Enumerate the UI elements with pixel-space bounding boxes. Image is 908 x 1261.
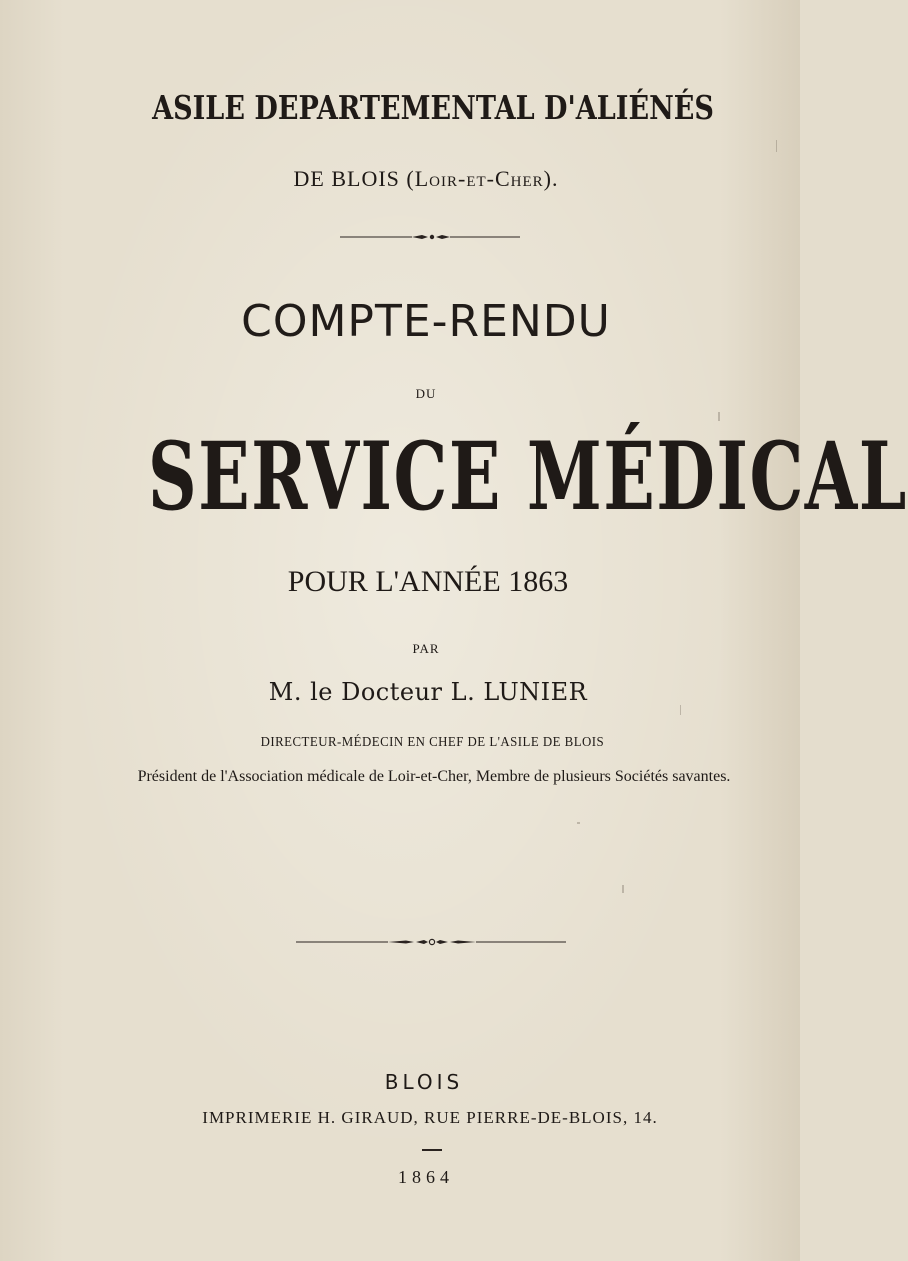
author-position: DIRECTEUR-MÉDECIN EN CHEF DE L'ASILE DE BLOIS	[260, 735, 605, 750]
institution-location	[26, 166, 826, 192]
institution-heading: ASILE DEPARTEMENTAL D'ALIÉNÉS	[152, 88, 714, 127]
report-title: COMPTE-RENDU	[241, 296, 611, 347]
publication-place: BLOIS	[384, 1070, 464, 1094]
separator-dash	[422, 1149, 442, 1151]
main-title: SERVICE MÉDICAL	[147, 422, 908, 532]
location-prefix: DE	[293, 166, 325, 191]
paper-speck	[577, 822, 580, 824]
paper-speck	[776, 140, 777, 152]
location-department: (Loir-et-Cher).	[406, 166, 559, 191]
paper-speck	[680, 705, 681, 715]
author-name: M. le Docteur L. LUNIER	[268, 678, 588, 706]
publication-year: 1864	[398, 1167, 454, 1187]
decorative-rule-top	[340, 232, 520, 242]
year-line: POUR L'ANNÉE 1863	[287, 565, 569, 598]
connector-du: DU	[415, 386, 437, 401]
author-affiliations: Président de l'Association médicale de Loir-et-Cher, Membre de plusieurs Sociétés savantes.	[137, 768, 731, 785]
paper-speck	[718, 412, 720, 421]
paper-speck	[622, 885, 624, 893]
decorative-rule-bottom	[296, 937, 566, 947]
printer-imprint: IMPRIMERIE H. GIRAUD, RUE PIERRE-DE-BLOIS, 14.	[202, 1108, 658, 1127]
location-city: BLOIS	[331, 166, 400, 191]
connector-par: PAR	[412, 641, 440, 656]
